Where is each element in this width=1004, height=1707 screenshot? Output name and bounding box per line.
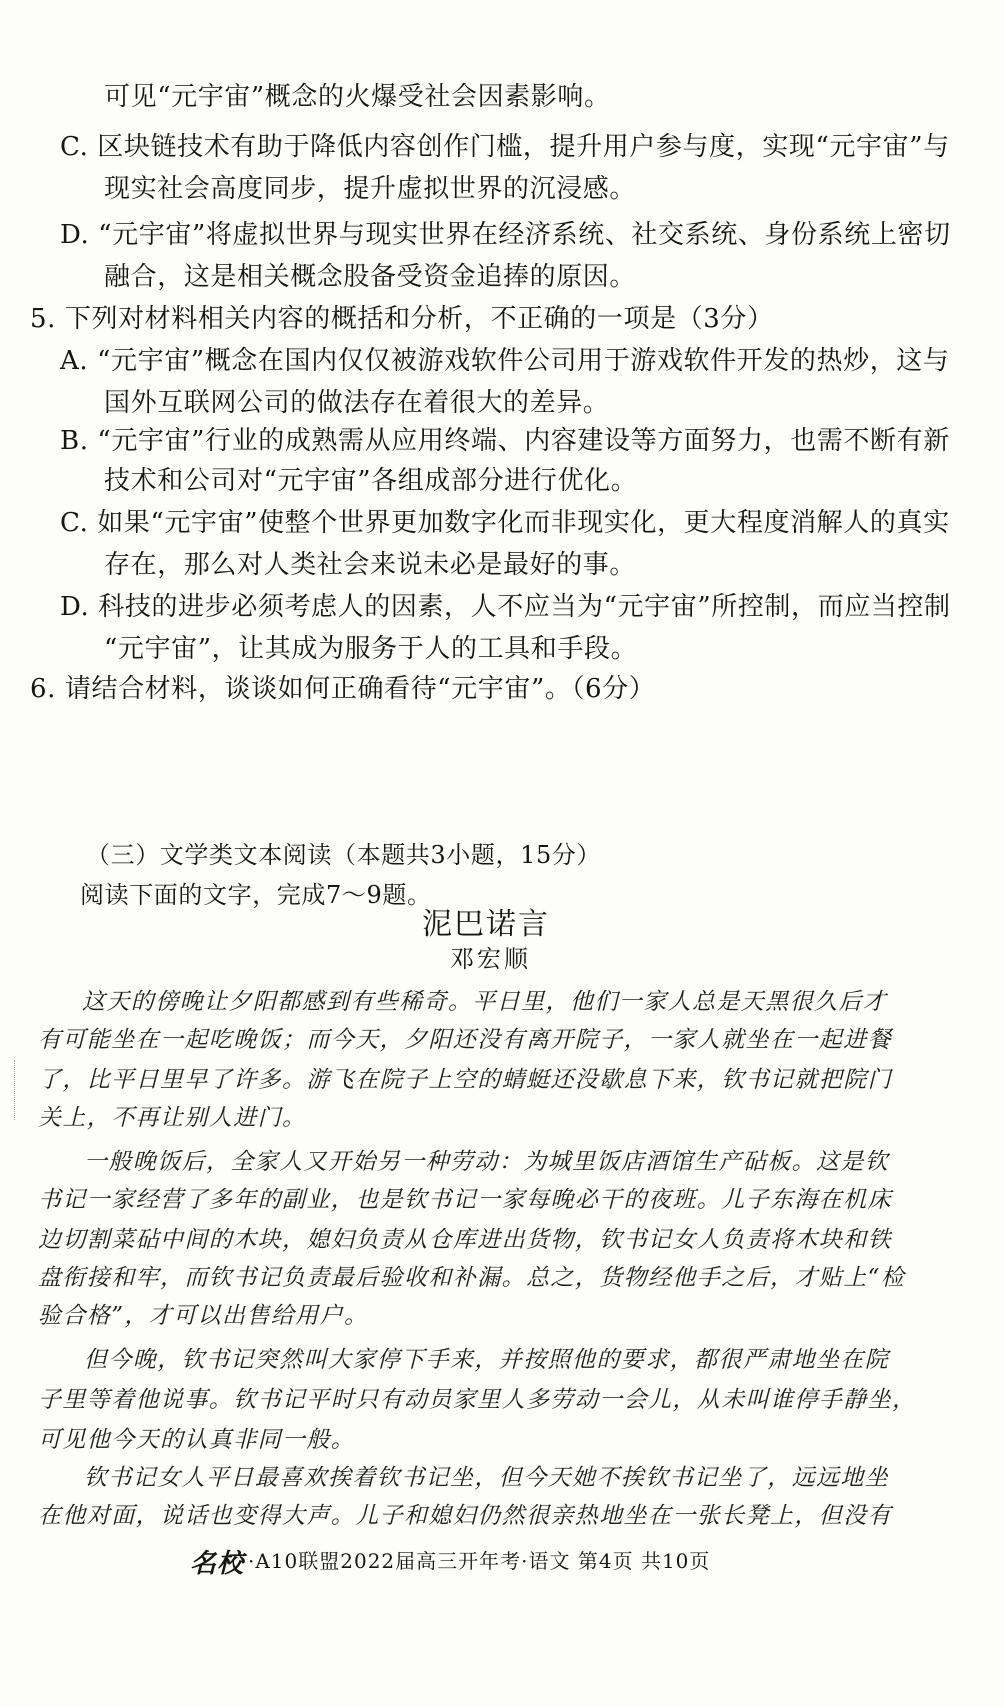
q4-option-d-line1: D. “元宇宙”将虚拟世界与现实世界在经济系统、社交系统、身份系统上密切 bbox=[60, 220, 951, 250]
story-line: 但今晚，钦书记突然叫大家停下手来，并按照他的要求，都很严肃地坐在院 bbox=[84, 1347, 890, 1373]
q5-option-b-line1: B. “元宇宙”行业的成熟需从应用终端、内容建设等方面努力，也需不断有新 bbox=[60, 426, 950, 456]
story-line: 在他对面，说话也变得大声。儿子和媳妇仍然很亲热地坐在一张长凳上，但没有 bbox=[38, 1503, 892, 1529]
story-line: 一般晚饭后，全家人又开始另一种劳动：为城里饭店酒馆生产砧板。这是钦 bbox=[84, 1149, 890, 1175]
q5-option-a-line2: 国外互联网公司的做法存在着很大的差异。 bbox=[104, 388, 610, 418]
story-line: 了，比平日里早了许多。游飞在院子上空的蜻蜓还没歇息下来，钦书记就把院门 bbox=[38, 1067, 892, 1093]
story-title: 泥巴诺言 bbox=[422, 907, 550, 942]
q4-option-c-line1: C. 区块链技术有助于降低内容创作门槛，提升用户参与度，实现“元宇宙”与 bbox=[60, 132, 950, 162]
story-line: 可见他今天的认真非同一般。 bbox=[38, 1427, 356, 1453]
story-line: 有可能坐在一起吃晚饭；而今天，夕阳还没有离开院子，一家人就坐在一起进餐 bbox=[38, 1027, 892, 1053]
section-heading: （三）文学类文本阅读（本题共3小题，15分） bbox=[86, 841, 602, 869]
story-line: 钦书记女人平日最喜欢挨着钦书记坐，但今天她不挨钦书记坐了，远远地坐 bbox=[84, 1465, 890, 1491]
scan-artifact bbox=[14, 1060, 15, 1120]
q5-option-b-line2: 技术和公司对“元宇宙”各组成部分进行优化。 bbox=[104, 466, 638, 496]
q5-stem: 5. 下列对材料相关内容的概括和分析，不正确的一项是（3分） bbox=[30, 304, 774, 334]
q5-option-c-line1: C. 如果“元宇宙”使整个世界更加数字化而非现实化，更大程度消解人的真实 bbox=[60, 508, 950, 538]
story-line: 这天的傍晚让夕阳都感到有些稀奇。平日里，他们一家人总是天黑很久后才 bbox=[82, 989, 888, 1015]
q4-option-d-line2: 融合，这是相关概念股备受资金追捧的原因。 bbox=[104, 262, 637, 292]
section-instruction: 阅读下面的文字，完成7～9题。 bbox=[80, 881, 432, 909]
q5-option-c-line2: 存在，那么对人类社会来说未必是最好的事。 bbox=[104, 550, 637, 580]
q5-option-d-line1: D. 科技的进步必须考虑人的因素，人不应当为“元宇宙”所控制，而应当控制 bbox=[60, 592, 951, 622]
story-author: 邓宏顺 bbox=[450, 945, 531, 973]
q5-option-a-line1: A. “元宇宙”概念在国内仅仅被游戏软件公司用于游戏软件开发的热炒，这与 bbox=[60, 346, 950, 376]
q6-stem: 6. 请结合材料，谈谈如何正确看待“元宇宙”。（6分） bbox=[30, 674, 656, 704]
page-footer: ·A10联盟2022届高三开年考·语文 第4页 共10页 bbox=[248, 1549, 711, 1573]
story-line: 子里等着他说事。钦书记平时只有动员家里人多劳动一会儿，从未叫谁停手静坐， bbox=[38, 1387, 917, 1413]
story-line: 关上，不再让别人进门。 bbox=[38, 1105, 307, 1131]
q4-option-c-line2: 现实社会高度同步，提升虚拟世界的沉浸感。 bbox=[104, 174, 637, 204]
story-line: 边切割菜砧中间的木块，媳妇负责从仓库进出货物，钦书记女人负责将木块和铁 bbox=[38, 1227, 892, 1253]
story-line: 书记一家经营了多年的副业，也是钦书记一家每晚必干的夜班。儿子东海在机床 bbox=[38, 1187, 892, 1213]
story-line: 验合格”，才可以出售给用户。 bbox=[38, 1303, 369, 1329]
q4-option-b-continuation: 可见“元宇宙”概念的火爆受社会因素影响。 bbox=[104, 82, 611, 112]
story-line: 盘衔接和牢，而钦书记负责最后验收和补漏。总之，货物经他手之后，才贴上“检 bbox=[38, 1265, 906, 1291]
q5-option-d-line2: “元宇宙”，让其成为服务于人的工具和手段。 bbox=[104, 634, 638, 664]
publisher-logo: 名校 bbox=[190, 1549, 245, 1579]
